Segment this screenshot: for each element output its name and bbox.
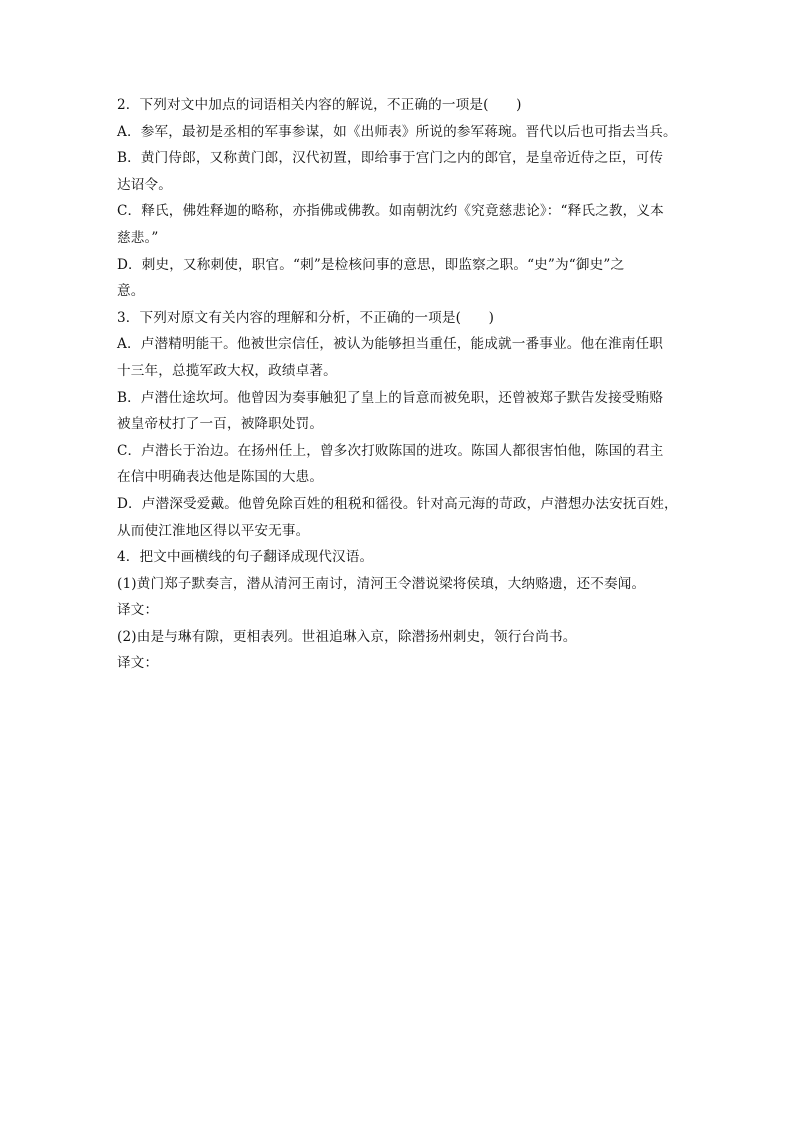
question-2-option-b-cont: 达诏令。 bbox=[117, 176, 172, 193]
question-2-option-d: D．刺史，又称刺使，职官。“刺”是检核问事的意思，即监察之职。“史”为“御史”之 bbox=[117, 256, 625, 273]
question-4-stem: 4．把文中画横线的句子翻译成现代汉语。 bbox=[117, 549, 374, 566]
question-4-sentence-2: (2)由是与琳有隙，更相表列。世祖追琳入京，除潜扬州刺史，领行台尚书。 bbox=[117, 628, 577, 645]
question-3-option-a: A．卢潜精明能干。他被世宗信任，被认为能够担当重任，能成就一番事业。他在淮南任职 bbox=[117, 336, 663, 353]
question-2-option-b: B．黄门侍郎，又称黄门郎，汉代初置，即给事于宫门之内的郎官，是皇帝近侍之臣，可传 bbox=[117, 150, 664, 167]
document-page bbox=[117, 92, 680, 677]
question-2-option-c-cont: 慈悲。” bbox=[117, 229, 159, 246]
question-2-option-a: A．参军，最初是丞相的军事参谋，如《出师表》所说的参军蒋琬。晋代以后也可指去当兵。 bbox=[117, 123, 677, 140]
question-3-option-b: B．卢潜仕途坎坷。他曾因为奏事触犯了皇上的旨意而被免职，还曾被郑子默告发接受贿赂 bbox=[117, 389, 664, 406]
question-3-stem: 3．下列对原文有关内容的理解和分析，不正确的一项是( ) bbox=[117, 309, 495, 326]
question-2-option-c: C．释氏，佛姓释迦的略称，亦指佛或佛教。如南朝沈约《究竟慈悲论》：“释氏之教，义本 bbox=[117, 203, 664, 220]
question-4-translation-2-label: 译文： bbox=[117, 655, 159, 672]
question-3-option-b-cont: 被皇帝杖打了一百，被降职处罚。 bbox=[117, 416, 324, 433]
question-2-option-d-cont: 意。 bbox=[117, 283, 145, 300]
question-4-sentence-1: (1)黄门郑子默奏言，潜从清河王南讨，清河王令潜说梁将侯瑱，大纳赂遗，还不奏闻。 bbox=[117, 575, 646, 592]
question-4 bbox=[117, 544, 680, 677]
question-3 bbox=[117, 305, 680, 544]
question-3-option-d: D．卢潜深受爱戴。他曾免除百姓的租税和徭役。针对高元海的苛政，卢潜想办法安抚百姓， bbox=[117, 495, 678, 512]
question-2 bbox=[117, 92, 680, 305]
question-3-option-c: C．卢潜长于治边。在扬州任上，曾多次打败陈国的进攻。陈国人都很害怕他，陈国的君主 bbox=[117, 442, 664, 459]
question-2-stem: 2．下列对文中加点的词语相关内容的解说，不正确的一项是( ) bbox=[117, 97, 522, 113]
question-3-option-a-cont: 十三年，总揽军政大权，政绩卓著。 bbox=[117, 362, 337, 379]
question-3-option-c-cont: 在信中明确表达他是陈国的大患。 bbox=[117, 469, 324, 486]
question-4-translation-1-label: 译文： bbox=[117, 602, 159, 619]
question-3-option-d-cont: 从而使江淮地区得以平安无事。 bbox=[117, 522, 310, 539]
